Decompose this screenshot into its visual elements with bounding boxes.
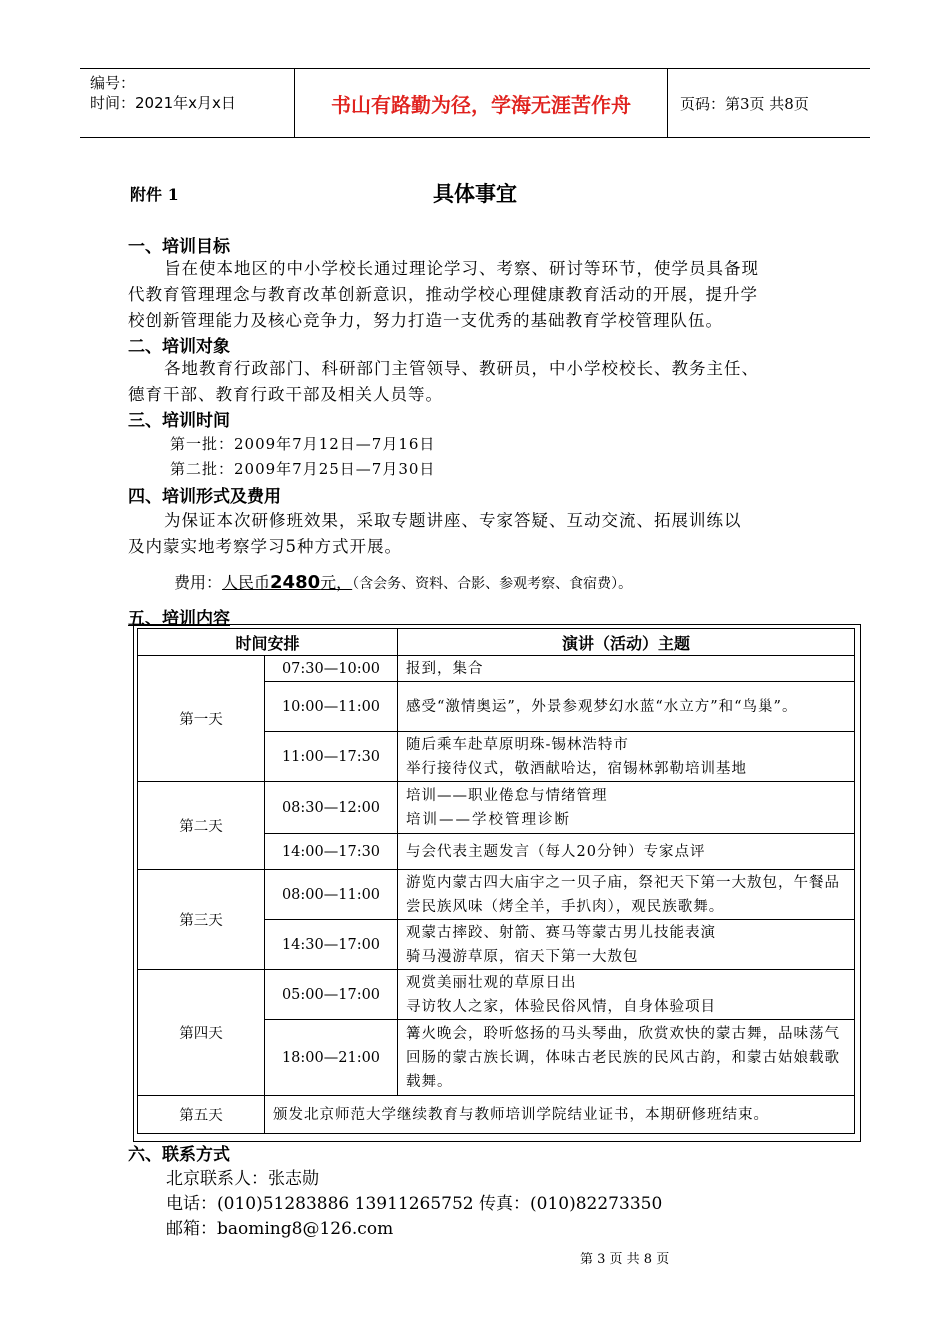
fee-line <box>174 570 632 593</box>
batch-1: 第一批：2009年7月12日—7月16日 <box>170 435 436 453</box>
paragraph-line: 为保证本次研修班效果，采取专题讲座、专家答疑、互动交流、拓展训练以 <box>164 511 742 530</box>
day-cell: 第三天 <box>138 870 265 970</box>
topic-cell <box>398 920 855 970</box>
document-header <box>80 68 870 138</box>
paragraph-line: 各地教育行政部门、科研部门主管领导、教研员，中小学校校长、教务主任、 <box>164 359 759 378</box>
topic-cell: 报到，集合 <box>398 656 855 682</box>
day-cell: 第一天 <box>138 656 265 782</box>
table-row <box>138 656 855 682</box>
page-footer: 第 3 页 共 8 页 <box>580 1252 670 1267</box>
header-motto: 书山有路勤为径，学海无涯苦作舟 <box>295 69 668 137</box>
fee-label: 费用： <box>174 573 223 592</box>
col-time-header: 时间安排 <box>138 629 398 656</box>
time-cell: 14:00—17:30 <box>265 834 398 870</box>
paragraph-line: 代教育管理理念与教育改革创新意识，推动学校心理健康教育活动的开展，提升学 <box>128 285 758 304</box>
table-row <box>138 782 855 834</box>
section-heading-goal: 一、培训目标 <box>128 237 230 257</box>
topic-line: 观蒙古摔跤、射箭、赛马等蒙古男儿技能表演 <box>406 924 716 941</box>
paragraph-line: 旨在使本地区的中小学校长通过理论学习、考察、研讨等环节，使学员具备现 <box>164 259 759 278</box>
header-page-info: 页码：第3页 共8页 <box>680 94 809 113</box>
time-cell: 07:30—10:00 <box>265 656 398 682</box>
time-cell: 08:00—11:00 <box>265 870 398 920</box>
paragraph-line: 及内蒙实地考察学习5种方式开展。 <box>128 537 402 556</box>
batch-2: 第二批：2009年7月25日—7月30日 <box>170 460 436 478</box>
topic-line: 培训——职业倦怠与情绪管理 <box>406 787 608 804</box>
fee-prefix: 人民币 <box>222 573 271 592</box>
table-row <box>138 970 855 1020</box>
paragraph-line: 德育干部、教育行政干部及相关人员等。 <box>128 385 443 404</box>
header-meta <box>80 69 295 137</box>
contact-person: 北京联系人：张志勋 <box>166 1169 319 1189</box>
topic-cell: 与会代表主题发言（每人20分钟）专家点评 <box>398 834 855 870</box>
day-cell: 第五天 <box>138 1096 265 1134</box>
day-cell: 第四天 <box>138 970 265 1096</box>
table-row <box>138 870 855 920</box>
section-heading-content: 五、培训内容 <box>128 609 230 629</box>
time-cell: 11:00—17:30 <box>265 732 398 782</box>
goal-paragraph <box>128 256 822 334</box>
topic-cell <box>398 732 855 782</box>
section-heading-target: 二、培训对象 <box>128 337 230 357</box>
day-cell: 第二天 <box>138 782 265 870</box>
fee-note: （含会务、资料、合影、参观考察、食宿费）。 <box>352 576 633 592</box>
contact-phone: 电话：(010)51283886 13911265752 传真：(010)82273350 <box>166 1194 663 1214</box>
topic-line: 举行接待仪式，敬酒献哈达，宿锡林郭勒培训基地 <box>406 760 747 777</box>
topic-cell: 感受“激情奥运”，外景参观梦幻水蓝“水立方”和“鸟巢”。 <box>398 682 855 732</box>
schedule-table <box>137 628 855 1134</box>
fee-suffix: 元， <box>320 573 353 592</box>
page-title: 具体事宜 <box>433 182 517 206</box>
time-cell: 05:00—17:00 <box>265 970 398 1020</box>
format-paragraph <box>128 508 822 560</box>
time-cell: 18:00—21:00 <box>265 1020 398 1096</box>
contact-email: 邮箱：baoming8@126.com <box>166 1219 394 1239</box>
fee-amount: 2480 <box>270 572 321 593</box>
time-cell: 14:30—17:00 <box>265 920 398 970</box>
table-header-row <box>138 629 855 656</box>
topic-line: 培训——学校管理诊断 <box>406 811 571 828</box>
topic-cell <box>398 970 855 1020</box>
col-topic-header: 演讲（活动）主题 <box>398 629 855 656</box>
topic-line: 寻访牧人之家，体验民俗风情，自身体验项目 <box>406 998 716 1015</box>
attachment-label: 附件 1 <box>130 185 179 204</box>
topic-cell: 篝火晚会，聆听悠扬的马头琴曲，欣赏欢快的蒙古舞，品味荡气回肠的蒙古族长调，体味古老民族的民风古韵，和蒙古姑娘载歌载舞。 <box>398 1020 855 1096</box>
section-heading-contact: 六、联系方式 <box>128 1145 230 1165</box>
topic-line: 骑马漫游草原，宿天下第一大敖包 <box>406 948 639 965</box>
topic-cell: 游览内蒙古四大庙宇之一贝子庙，祭祀天下第一大敖包，午餐品尝民族风味（烤全羊，手扒肉），观民族歌舞。 <box>398 870 855 920</box>
topic-line: 观赏美丽壮观的草原日出 <box>406 974 577 991</box>
date-label: 时间：2021年x月x日 <box>90 94 236 112</box>
topic-line: 随后乘车赴草原明珠-锡林浩特市 <box>406 736 629 753</box>
table-row <box>138 1096 855 1134</box>
topic-cell: 颁发北京师范大学继续教育与教师培训学院结业证书，本期研修班结束。 <box>265 1096 855 1134</box>
paragraph-line: 校创新管理能力及核心竞争力，努力打造一支优秀的基础教育学校管理队伍。 <box>128 311 723 330</box>
topic-cell <box>398 782 855 834</box>
number-label: 编号： <box>90 74 136 92</box>
section-heading-format: 四、培训形式及费用 <box>128 487 281 507</box>
section-heading-time: 三、培训时间 <box>128 411 230 431</box>
time-cell: 10:00—11:00 <box>265 682 398 732</box>
fee-value <box>222 573 352 592</box>
target-paragraph <box>128 356 822 408</box>
time-cell: 08:30—12:00 <box>265 782 398 834</box>
